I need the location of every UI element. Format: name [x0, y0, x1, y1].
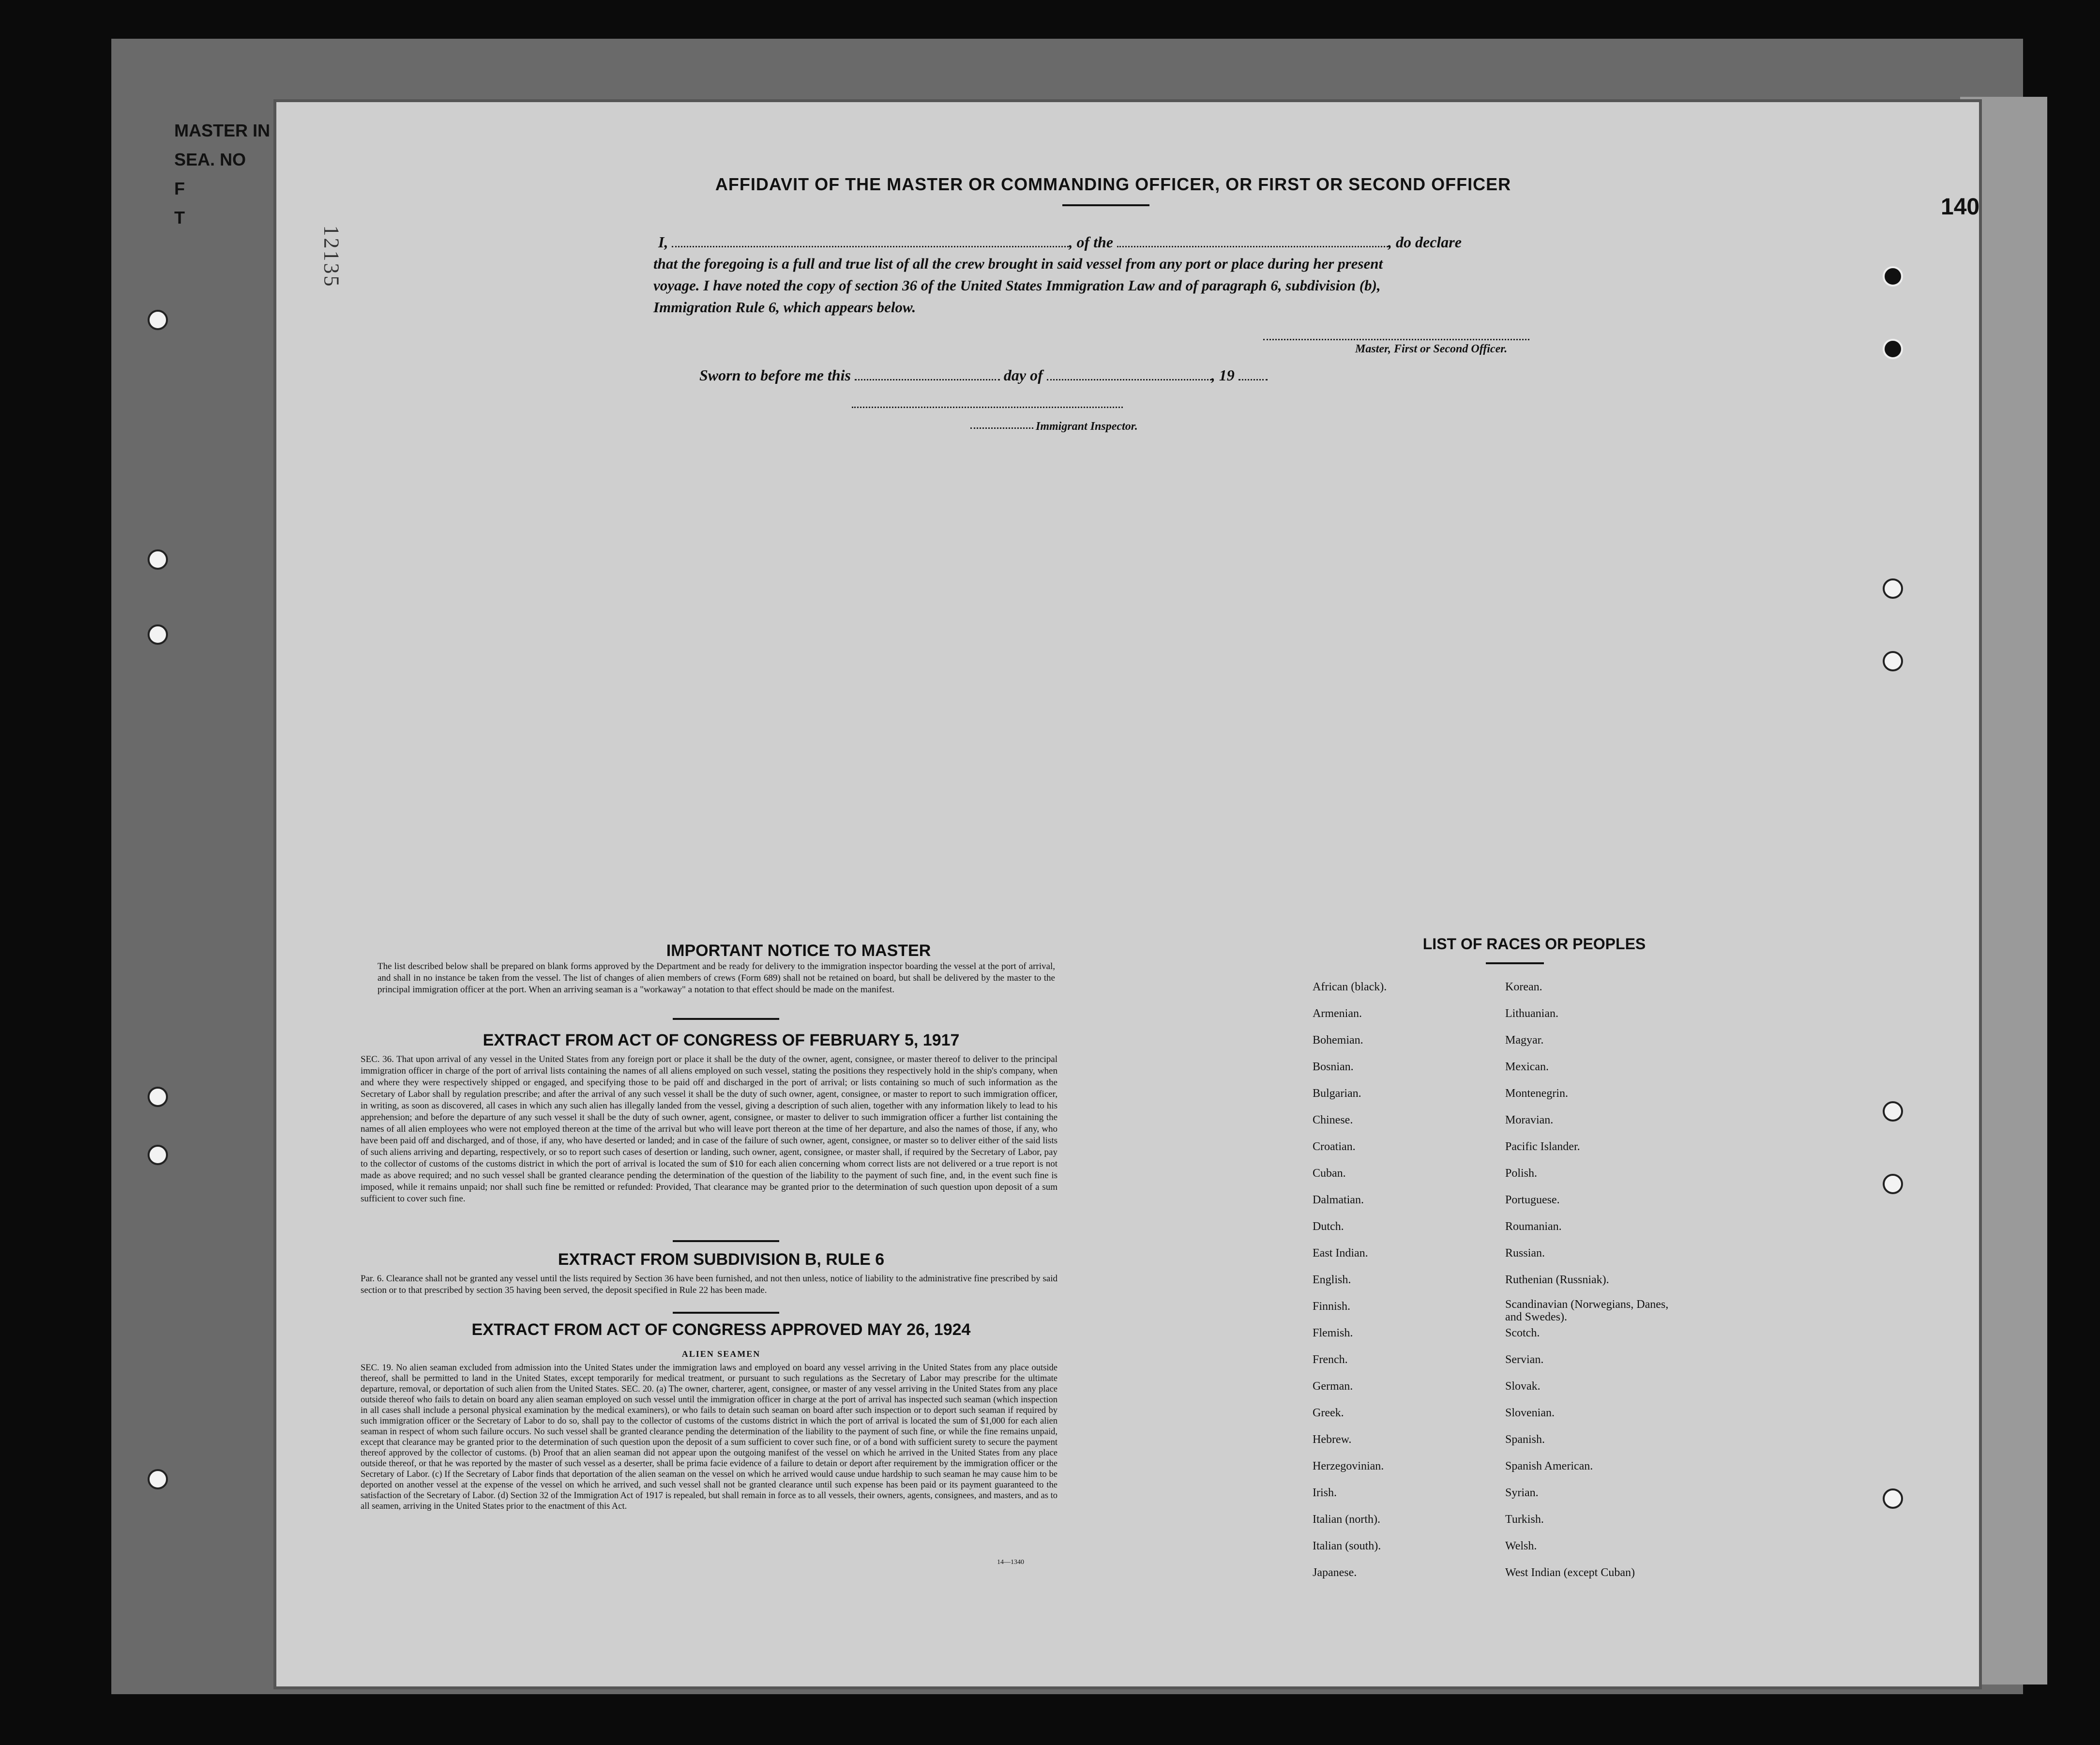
race-item: Herzegovinian. — [1313, 1460, 1384, 1472]
race-item: West Indian (except Cuban) — [1505, 1566, 1635, 1579]
race-item: French. — [1313, 1353, 1348, 1366]
race-item: Japanese. — [1313, 1566, 1357, 1579]
punch-hole — [1883, 266, 1903, 287]
form-code: 14—1340 — [997, 1559, 1024, 1566]
stamp-number: 12135 — [319, 225, 344, 288]
race-item: Armenian. — [1313, 1007, 1362, 1020]
title-rule — [1062, 204, 1149, 206]
margin-tag-line: T — [174, 208, 185, 228]
race-item: Finnish. — [1313, 1300, 1351, 1313]
race-item: Chinese. — [1313, 1114, 1353, 1126]
master-signature-line — [1263, 339, 1529, 340]
punch-hole — [148, 1087, 168, 1107]
aff-of-the: , of the — [1069, 233, 1113, 251]
year-blank — [1239, 366, 1268, 380]
race-item: Bohemian. — [1313, 1034, 1363, 1047]
extract2-rule — [673, 1312, 779, 1314]
vessel-blank — [1117, 233, 1388, 247]
race-item: Irish. — [1313, 1487, 1337, 1499]
punch-hole — [1883, 1488, 1903, 1509]
race-item: Spanish American. — [1505, 1460, 1593, 1472]
punch-hole — [148, 624, 168, 645]
race-item: East Indian. — [1313, 1247, 1368, 1259]
race-item: Magyar. — [1505, 1034, 1544, 1047]
race-item: Ruthenian (Russniak). — [1505, 1274, 1609, 1286]
race-item: English. — [1313, 1274, 1351, 1286]
margin-tag-line: SEA. NO — [174, 150, 246, 169]
alien-seamen-subtitle: ALIEN SEAMEN — [681, 1349, 761, 1359]
affidavit-line-3: voyage. I have noted the copy of section 36 of the United States Immigration Law and of paragraph 6, subdivision (b), — [653, 277, 1381, 294]
race-item: Pacific Islander. — [1505, 1140, 1580, 1153]
race-item: Portuguese. — [1505, 1194, 1560, 1206]
race-item: Hebrew. — [1313, 1433, 1352, 1446]
punch-hole — [148, 549, 168, 570]
punch-hole — [1883, 651, 1903, 671]
punch-hole — [1883, 339, 1903, 359]
aff-declare: , do declare — [1388, 233, 1462, 251]
race-item: Spanish. — [1505, 1433, 1545, 1446]
punch-hole — [1883, 1174, 1903, 1194]
sworn-text: Sworn to before me this — [699, 366, 851, 384]
notice-title: IMPORTANT NOTICE TO MASTER — [666, 941, 931, 960]
sworn-line — [699, 363, 1329, 387]
race-item: Montenegrin. — [1505, 1087, 1568, 1100]
race-item: Roumanian. — [1505, 1220, 1562, 1233]
races-rule — [1486, 962, 1544, 964]
race-item: Bosnian. — [1313, 1061, 1354, 1073]
race-item: Italian (north). — [1313, 1513, 1380, 1526]
race-item: Cuban. — [1313, 1167, 1346, 1180]
extract-1917-title: EXTRACT FROM ACT OF CONGRESS OF FEBRUARY 5, 1917 — [483, 1031, 960, 1049]
race-item: Scotch. — [1505, 1327, 1540, 1339]
affidavit-line-1 — [658, 230, 1568, 254]
race-item: German. — [1313, 1380, 1353, 1393]
race-item: Syrian. — [1505, 1487, 1539, 1499]
race-item: Lithuanian. — [1505, 1007, 1558, 1020]
race-item: Mexican. — [1505, 1061, 1549, 1073]
race-item: Dutch. — [1313, 1220, 1344, 1233]
race-item: Italian (south). — [1313, 1540, 1381, 1552]
extract-rule6-text: Par. 6. Clearance shall not be granted any vessel until the lists required by Section 36 have been furnished, and not then unless, notice of liability to the administrative fine prescribed by said section or to that prescribed by section 35 having been served, the deposit specified in Rule 22 has been made. — [361, 1274, 1058, 1295]
punch-hole — [1883, 578, 1903, 599]
inspector-signature-line — [852, 407, 1123, 408]
race-item: Russian. — [1505, 1247, 1545, 1259]
race-item: Greek. — [1313, 1407, 1344, 1419]
notice-text: The list described below shall be prepared on blank forms approved by the Department and be ready for delivery to the immigration inspector boarding the vessel at the port of arrival, and shall in no instance be taken from the vessel. The list of changes of alien members of crews (Form 689) shall not be retained on board, but shall be delivered by the master to the principal immigration officer at the port. When an arriving seaman is a "workaway" a notation to that effect should be made on the manifest. — [378, 961, 1055, 995]
races-title: LIST OF RACES OR PEOPLES — [1422, 935, 1646, 953]
extract1-rule — [673, 1240, 779, 1242]
aff-i: I, — [658, 233, 668, 251]
inspector-short-line — [970, 427, 1033, 429]
inspector-caption: Immigrant Inspector. — [1036, 420, 1138, 433]
sworn-dayof: day of — [1003, 366, 1043, 384]
punch-hole — [148, 310, 168, 330]
name-blank — [672, 233, 1069, 247]
race-item: Turkish. — [1505, 1513, 1544, 1526]
month-blank — [1047, 366, 1211, 380]
sworn-year: , 19 — [1211, 366, 1235, 384]
race-item: Polish. — [1505, 1167, 1538, 1180]
race-item: Korean. — [1505, 981, 1542, 993]
race-item: Bulgarian. — [1313, 1087, 1361, 1100]
race-item: Slovak. — [1505, 1380, 1541, 1393]
punch-hole — [148, 1469, 168, 1489]
notice-rule — [673, 1018, 779, 1020]
extract-1917-text: SEC. 36. That upon arrival of any vessel in the United States from any foreign port or place it shall be the duty of the owner, agent, consignee, or master thereof to deliver to the principal immigration officer in charge of the port of arrival lists containing the names of all aliens employed on such vessel, stating the positions they respectively hold in the ship's company, when and where they were respectively shipped or engaged, and specifying those to be paid off and discharged in the port of arrival; or lists containing so much of such information as the Secretary of Labor shall by regulation prescribe; and after the arrival of any such vessel it shall be the duty of such owner, agent, consignee, or master to report to such immigration officer, in writing, as soon as discovered, all cases in which any such alien has illegally landed from the vessel, giving a description of such alien, together with any information likely to lead to his apprehension; and before the departure of any such vessel it shall be the duty of such owner, agent, consignee, or master to deliver to such immigration officer a further list containing the names of all alien employees who were not employed thereon at the time of the arrival but who will leave port thereon at the time of her departure, and also the names of those, if any, who have been paid off and discharged, and of those, if any, who have deserted or landed; and in case of the failure of such owner, agent, consignee, or master so to deliver either of the said lists of such aliens arriving and departing, respectively, or so to report such cases of desertion or landing, such owner, agent, consignee, or master shall, if required by the Secretary of Labor, pay to the collector of customs of the customs district in which the port of arrival is located the sum of $10 for each alien concerning whom correct lists are not delivered or a true report is not made as above required; and no such vessel shall be granted clearance pending the determination of the question of the liability to the payment of such fine, and, in the event such fine is imposed, while it remains unpaid; nor shall such fine be remitted or refunded: Provided, That clearance may be granted prior to the determination of such question upon deposit of a sum sufficient to cover such fine. — [361, 1054, 1058, 1204]
race-item: Dalmatian. — [1313, 1194, 1364, 1206]
margin-tag — [174, 116, 270, 232]
race-item: Flemish. — [1313, 1327, 1353, 1339]
extract-1924-text: SEC. 19. No alien seaman excluded from admission into the United States under the immigration laws and employed on board any vessel arriving in the United States from any place outside thereof, shall be permitted to land in the United States, except temporarily for medical treatment, or pursuant to such regulations as the Secretary of Labor may prescribe for the ultimate departure, removal, or deportation of such alien from the United States. SEC. 20. (a) The owner, charterer, agent, consignee, or master of any vessel arriving in the United States from any place outside thereof who fails to detain on board any alien seaman employed on such vessel until the immigration officer in charge at the port of arrival has inspected such seaman (which inspection in all cases shall include a personal physical examination by the medical examiners), or who fails to detain such seaman on board after such inspection or to deport such seaman if required by such immigration officer or the Secretary of Labor to do so, shall pay to the collector of customs of the customs district in which the port of arrival is located the sum of $1,000 for each alien seaman in respect of whom such failure occurs. No such vessel shall be granted clearance pending the determination of the liability to the payment of such fine, or while the fine remains unpaid, except that clearance may be granted prior to the determination of such question upon the deposit of a sum sufficient to cover such fine, or of a bond with sufficient surety to secure the payment thereof approved by the collector of customs. (b) Proof that an alien seaman did not appear upon the outgoing manifest of the vessel on which he arrived in the United States from any place outside thereof, or that he was reported by the master of such vessel as a deserter, shall be prima facie evidence of a failure to detain or deport after requirement by the immigration officer or the Secretary of Labor. (c) If the Secretary of Labor finds that deportation of the alien seaman on the vessel on which he arrived would cause undue hardship to such seaman he may cause him to be deported on another vessel at the expense of the vessel on which he arrived, and such vessel shall not be granted clearance until such expense has been paid or its payment guaranteed to the satisfaction of the Secretary of Labor. (d) Section 32 of the Immigration Act of 1917 is repealed, but shall remain in force as to all vessels, their owners, agents, consignees, and masters, and as to all seamen, arriving in the United States prior to the enactment of this Act. — [361, 1363, 1058, 1511]
day-blank — [855, 366, 1000, 380]
affidavit-line-2: that the foregoing is a full and true list of all the crew brought in said vessel from any port or place during her present — [653, 255, 1383, 272]
race-item: Croatian. — [1313, 1140, 1356, 1153]
race-item: Slovenian. — [1505, 1407, 1555, 1419]
page-number: 140 — [1941, 194, 1980, 220]
race-item: Scandinavian (Norwegians, Danes, and Swedes). — [1505, 1298, 1669, 1323]
affidavit-title: AFFIDAVIT OF THE MASTER OR COMMANDING OFFICER, OR FIRST OR SECOND OFFICER — [715, 174, 1511, 194]
race-item: African (black). — [1313, 981, 1387, 993]
race-item: Welsh. — [1505, 1540, 1537, 1552]
punch-hole — [1883, 1101, 1903, 1122]
extract-rule6-title: EXTRACT FROM SUBDIVISION B, RULE 6 — [558, 1250, 885, 1269]
race-item: Servian. — [1505, 1353, 1544, 1366]
punch-hole — [148, 1145, 168, 1165]
race-item: Moravian. — [1505, 1114, 1554, 1126]
margin-tag-line: MASTER IN — [174, 121, 270, 140]
master-caption: Master, First or Second Officer. — [1355, 343, 1508, 355]
margin-tag-line: F — [174, 179, 185, 198]
affidavit-line-4: Immigration Rule 6, which appears below. — [653, 299, 916, 316]
extract-1924-title: EXTRACT FROM ACT OF CONGRESS APPROVED MAY 26, 1924 — [471, 1320, 971, 1339]
